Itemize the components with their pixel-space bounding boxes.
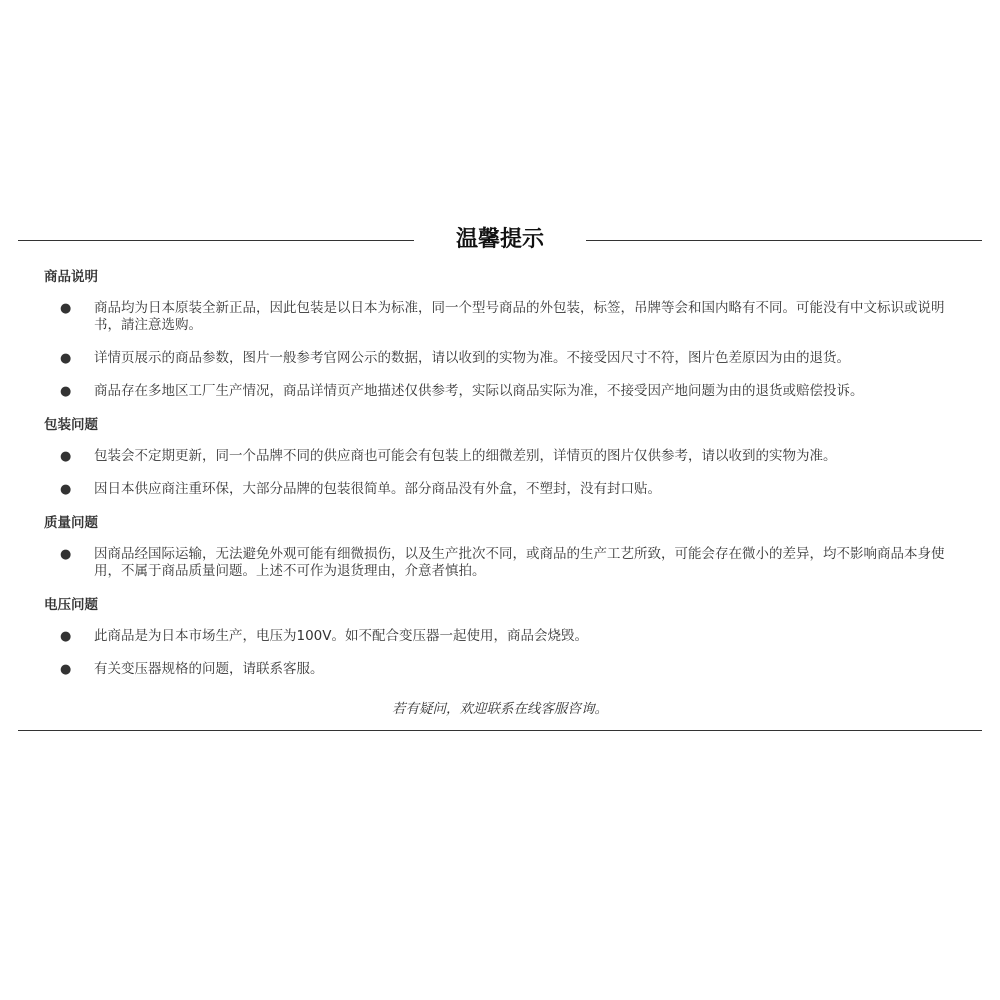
closing-note: 若有疑问，欢迎联系在线客服咨询。 bbox=[392, 701, 608, 717]
list-item-text: 有关变压器规格的问题，请联系客服。 bbox=[94, 661, 324, 677]
list-item-text: 因商品经国际运输，无法避免外观可能有细微损伤，以及生产批次不同，或商品的生产工艺所致，可能会存在微小的差异，均不影响商品本身使用，不属于商品质量问题。上述不可作为退货理由，介意者慎拍。 bbox=[94, 546, 945, 579]
section-product-description bbox=[0, 268, 1000, 400]
list-item bbox=[44, 628, 960, 645]
list-item-text: 商品均为日本原装全新正品，因此包装是以日本为标准，同一个型号商品的外包装，标签，吊牌等会和国内略有不同。可能没有中文标识或说明书，請注意选购。 bbox=[94, 300, 945, 333]
list-item-text: 因日本供应商注重环保，大部分品牌的包装很简单。部分商品没有外盒，不塑封，没有封口贴。 bbox=[94, 481, 661, 497]
bullet-icon: ● bbox=[60, 662, 72, 677]
section-heading: 电压问题 bbox=[44, 597, 98, 613]
bullet-icon: ● bbox=[60, 351, 72, 366]
title-divider-right bbox=[586, 240, 982, 241]
bullet-icon: ● bbox=[60, 629, 72, 644]
section-heading: 质量问题 bbox=[44, 515, 98, 531]
section-heading: 包装问题 bbox=[44, 417, 98, 433]
list-item-text: 详情页展示的商品参数，图片一般参考官网公示的数据，请以收到的实物为准。不接受因尺寸不符，图片色差原因为由的退货。 bbox=[94, 350, 850, 366]
list-item-text: 此商品是为日本市场生产，电压为100V。如不配合变压器一起使用，商品会烧毁。 bbox=[94, 628, 589, 644]
section-quality bbox=[0, 514, 1000, 580]
list-item-text: 商品存在多地区工厂生产情况，商品详情页产地描述仅供参考，实际以商品实际为准，不接受因产地问题为由的退货或赔偿投诉。 bbox=[94, 383, 864, 399]
title-row bbox=[0, 222, 1000, 260]
section-heading: 商品说明 bbox=[44, 269, 98, 285]
bullet-list bbox=[44, 628, 960, 678]
bullet-list bbox=[44, 546, 960, 580]
bullet-list bbox=[44, 448, 960, 498]
list-item bbox=[44, 481, 960, 498]
bottom-divider bbox=[18, 730, 982, 731]
bullet-icon: ● bbox=[60, 384, 72, 399]
list-item bbox=[44, 448, 960, 465]
bullet-icon: ● bbox=[60, 301, 72, 316]
title-divider-left bbox=[18, 240, 414, 241]
list-item bbox=[44, 383, 960, 400]
list-item bbox=[44, 546, 960, 580]
list-item bbox=[44, 350, 960, 367]
notice-panel bbox=[0, 222, 1000, 731]
list-item bbox=[44, 300, 960, 334]
section-voltage bbox=[0, 596, 1000, 678]
bullet-icon: ● bbox=[60, 482, 72, 497]
list-item-text: 包装会不定期更新，同一个品牌不同的供应商也可能会有包装上的细微差别，详情页的图片仅供参考，请以收到的实物为准。 bbox=[94, 448, 837, 464]
section-packaging bbox=[0, 416, 1000, 498]
bullet-icon: ● bbox=[60, 449, 72, 464]
bullet-icon: ● bbox=[60, 547, 72, 562]
list-item bbox=[44, 661, 960, 678]
page-title: 温馨提示 bbox=[455, 227, 544, 252]
bullet-list bbox=[44, 300, 960, 400]
